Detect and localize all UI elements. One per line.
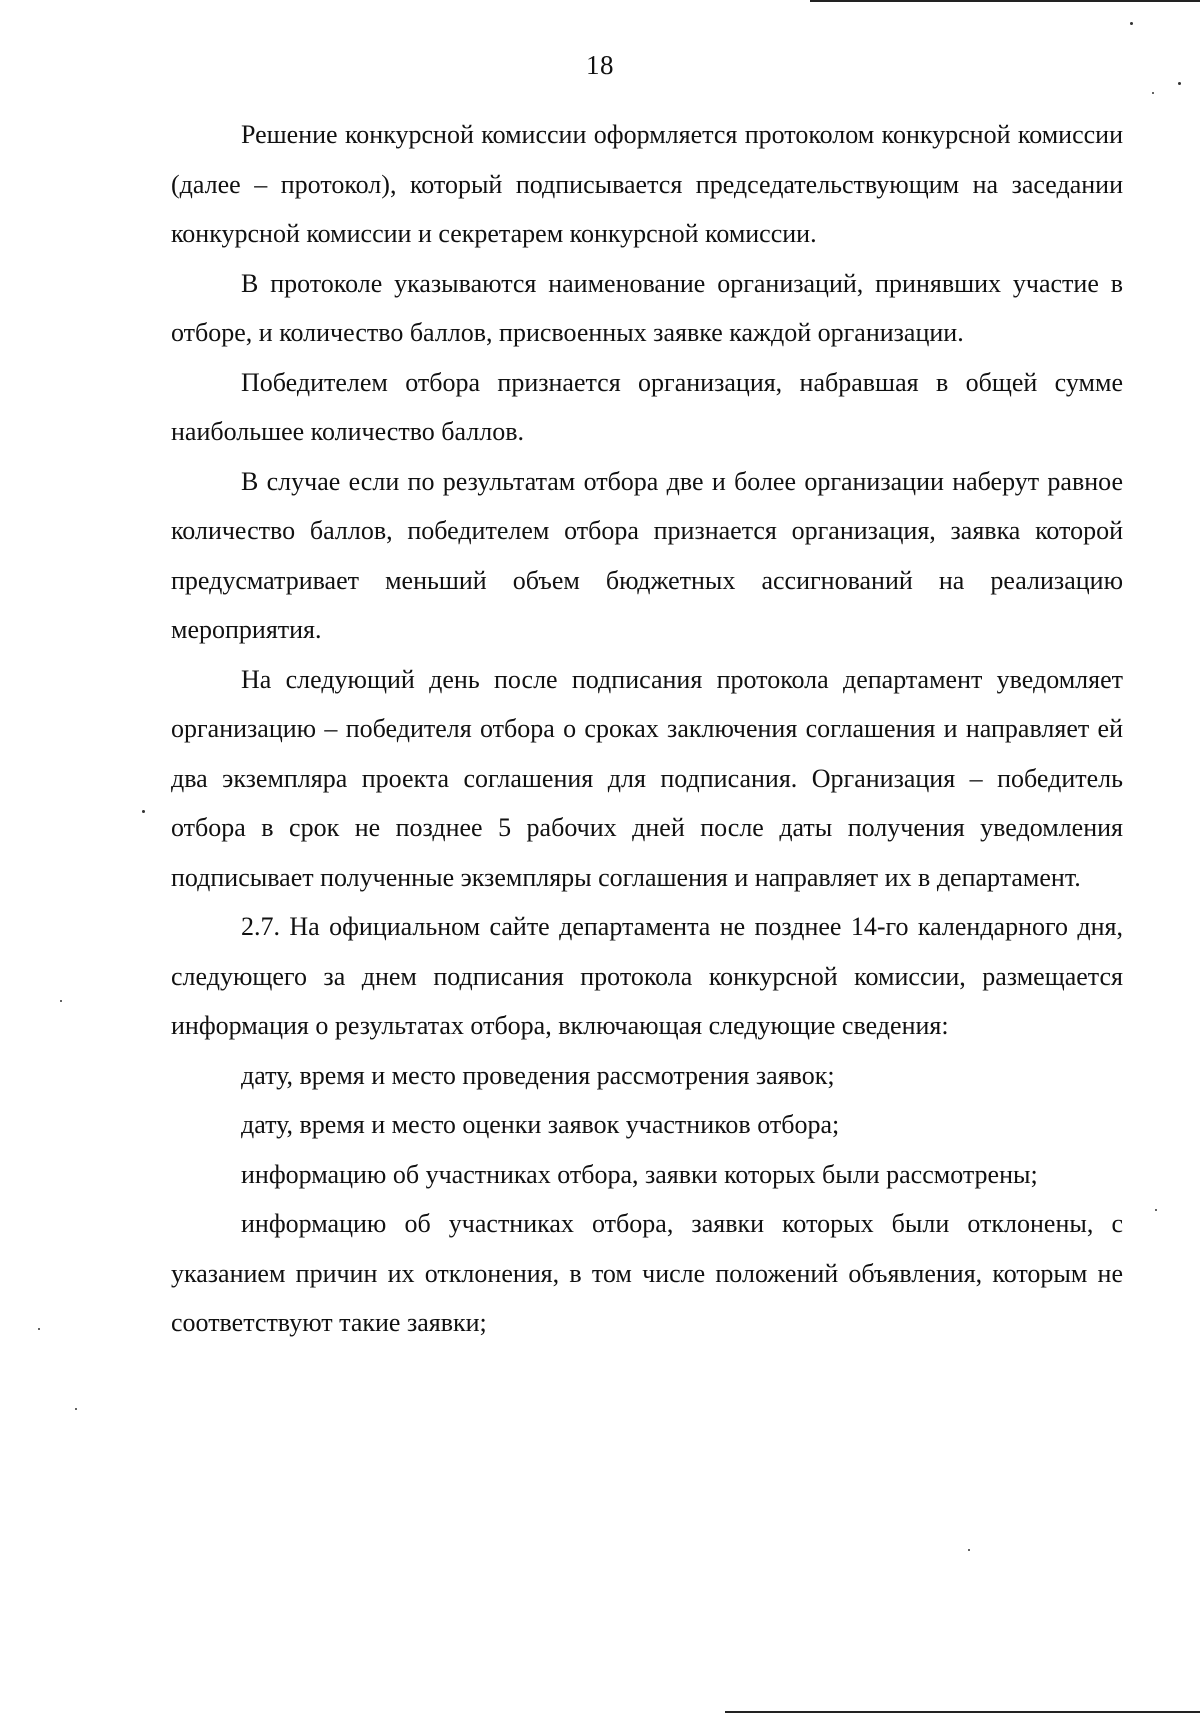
scan-speck (1152, 92, 1154, 94)
paragraph-section-2-7: 2.7. На официальном сайте департамента не позднее 14-го календарного дня, следующего за днем подписания протокола конкурсной комиссии, размещается информация о результатах отбора, включающая следующие сведения: (171, 912, 1123, 1040)
scan-speck (142, 810, 145, 813)
list-item-evaluation-date: дату, время и место оценки заявок участников отбора; (241, 1110, 840, 1139)
list-item-reviewed-participants: информацию об участниках отбора, заявки которых были рассмотрены; (241, 1159, 1038, 1189)
document-body (171, 110, 1123, 1348)
scan-speck (1178, 82, 1181, 85)
scan-edge-top (810, 0, 1200, 2)
paragraph-next-day-notice: На следующий день после подписания протокола департамент уведомляет организацию – победителя отбора о сроках заключения соглашения и направляет ей два экземпляра проекта соглашения для подписания. Организация – победитель отбора в срок не позднее 5 рабочих дней после даты получения уведомления подписывает полученные экземпляры соглашения и направляет их в департамент. (171, 664, 1123, 892)
list-item-rejected-participants: информацию об участниках отбора, заявки которых были отклонены, с указанием причин их отклонения, в том числе положений объявления, которым не соответствуют такие заявки; (171, 1209, 1123, 1337)
scan-speck (1155, 1209, 1157, 1211)
scan-speck (968, 1549, 970, 1551)
paragraph-equal-points: В случае если по результатам отбора две и более организации наберут равное количество баллов, победителем отбора признается организация, заявка которой предусматривает меньший объем бюджетных ассигнований на реализацию мероприятия. (171, 466, 1123, 644)
scan-edge-bottom (725, 1711, 1200, 1713)
scan-speck (38, 1328, 40, 1330)
scan-speck (75, 1408, 77, 1410)
scan-speck (1130, 22, 1133, 25)
scan-speck (60, 1000, 62, 1002)
paragraph-protocol-decision: Решение конкурсной комиссии оформляется протоколом конкурсной комиссии (далее – протокол), который подписывается председательствующим на заседании конкурсной комиссии и секретарем конкурсной комиссии. (171, 120, 1123, 248)
list-item-review-date: дату, время и место проведения рассмотрения заявок; (241, 1060, 835, 1090)
paragraph-winner-definition: Победителем отбора признается организация, набравшая в общей сумме наибольшее количество баллов. (171, 367, 1123, 446)
page-number: 18 (586, 50, 614, 80)
paragraph-protocol-contents: В протоколе указываются наименование организаций, принявших участие в отборе, и количество баллов, присвоенных заявке каждой организации. (171, 268, 1123, 347)
